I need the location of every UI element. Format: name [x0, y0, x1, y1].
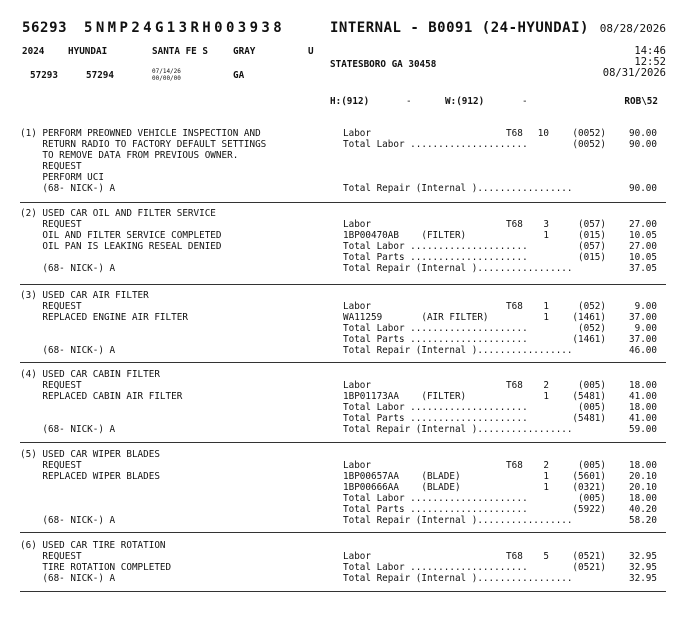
vehicle-model: SANTA FE S	[152, 46, 208, 57]
job-line: (2) USED CAR OIL AND FILTER SERVICE	[20, 208, 216, 219]
charge-desc: Total Parts .....................	[343, 504, 528, 515]
charge-qty: 1	[543, 301, 549, 312]
charge-amount: 10.05	[629, 230, 657, 241]
vehicle-make: HYUNDAI	[68, 46, 108, 57]
charge-code: (5481)	[572, 391, 606, 402]
charge-amount: 90.00	[629, 183, 657, 194]
job-line: TIRE ROTATION COMPLETED	[20, 562, 172, 573]
charge-code: (5601)	[572, 471, 606, 482]
job-line: REPLACED CABIN AIR FILTER	[20, 391, 183, 402]
job-line: (68- NICK-) A	[20, 573, 116, 584]
charge-code: (5922)	[572, 504, 606, 515]
time-2: 12:52	[634, 56, 666, 68]
vehicle-year: 2024	[22, 46, 45, 57]
charge-desc: Total Repair (Internal ).................	[343, 183, 573, 194]
charge-desc: Total Labor .....................	[343, 493, 528, 504]
charge-desc: Total Labor .....................	[343, 139, 528, 150]
charge-amount: 59.00	[629, 424, 657, 435]
charge-desc: Total Repair (Internal ).................	[343, 424, 573, 435]
job-line: REQUEST	[20, 161, 82, 172]
charge-amount: 40.20	[629, 504, 657, 515]
work-phone: W:(912)	[445, 96, 485, 107]
job-line: REQUEST	[20, 219, 82, 230]
charge-amount: 37.05	[629, 263, 657, 274]
charge-code: (052)	[578, 301, 606, 312]
state: GA	[233, 70, 245, 81]
charge-code: (1461)	[572, 334, 606, 345]
charge-code: (015)	[578, 252, 606, 263]
date-top: 08/28/2026	[599, 22, 666, 35]
charge-tech: T68	[506, 301, 523, 312]
job-line: (5) USED CAR WIPER BLADES	[20, 449, 160, 460]
charge-code: (015)	[578, 230, 606, 241]
job-line: RETURN RADIO TO FACTORY DEFAULT SETTINGS	[20, 139, 267, 150]
charge-code: (057)	[578, 219, 606, 230]
job-line: (68- NICK-) A	[20, 183, 116, 194]
dealer-location: STATESBORO GA 30458	[330, 59, 437, 70]
charge-desc: Total Repair (Internal ).................	[343, 345, 573, 356]
job-line: (1) PERFORM PREOWNED VEHICLE INSPECTION AND	[20, 128, 261, 139]
charge-tech: T68	[506, 219, 523, 230]
charge-amount: 90.00	[629, 139, 657, 150]
charge-desc: Total Labor .....................	[343, 562, 528, 573]
charge-desc: Labor	[343, 551, 371, 562]
charge-desc: Labor	[343, 380, 371, 391]
charge-tech: T68	[506, 380, 523, 391]
section-divider	[20, 591, 666, 592]
charge-code: (0052)	[572, 139, 606, 150]
charge-desc: Total Labor .....................	[343, 323, 528, 334]
charge-amount: 46.00	[629, 345, 657, 356]
job-line: REQUEST	[20, 551, 82, 562]
section-divider	[20, 202, 666, 203]
charge-desc: Total Parts .....................	[343, 413, 528, 424]
charge-desc: Total Repair (Internal ).................	[343, 263, 573, 274]
charge-qty: 2	[543, 460, 549, 471]
charge-code: (0521)	[572, 562, 606, 573]
job-line: REQUEST	[20, 301, 82, 312]
charge-desc: Total Labor .....................	[343, 402, 528, 413]
charge-qty: 1	[543, 312, 549, 323]
charge-qty: 1	[543, 482, 549, 493]
charge-amount: 32.95	[629, 562, 657, 573]
job-line: REQUEST	[20, 380, 82, 391]
phone-dash-2: -	[522, 96, 528, 107]
charge-code: (1461)	[572, 312, 606, 323]
charge-desc: Labor	[343, 460, 371, 471]
charge-amount: 41.00	[629, 391, 657, 402]
job-line: TO REMOVE DATA FROM PREVIOUS OWNER.	[20, 150, 239, 161]
charge-amount: 27.00	[629, 241, 657, 252]
number-2: 57294	[86, 70, 114, 81]
charge-amount: 18.00	[629, 460, 657, 471]
job-line: OIL AND FILTER SERVICE COMPLETED	[20, 230, 222, 241]
section-divider	[20, 284, 666, 285]
job-line: (68- NICK-) A	[20, 424, 116, 435]
job-line: (3) USED CAR AIR FILTER	[20, 290, 149, 301]
charge-amount: 32.95	[629, 573, 657, 584]
vehicle-color: GRAY	[233, 46, 256, 57]
charge-tech: T68	[506, 551, 523, 562]
charge-amount: 37.00	[629, 312, 657, 323]
charge-code: (005)	[578, 402, 606, 413]
section-divider	[20, 362, 666, 363]
advisor: ROB\52	[624, 96, 658, 107]
charge-code: (5481)	[572, 413, 606, 424]
charge-amount: 20.10	[629, 471, 657, 482]
charge-code: (052)	[578, 323, 606, 334]
number-1: 57293	[30, 70, 58, 81]
job-line: PERFORM UCI	[20, 172, 104, 183]
charge-amount: 18.00	[629, 493, 657, 504]
job-line: (4) USED CAR CABIN FILTER	[20, 369, 160, 380]
small-date-1: 07/14/26	[152, 68, 181, 75]
charge-amount: 20.10	[629, 482, 657, 493]
phone-dash-1: -	[406, 96, 412, 107]
charge-amount: 32.95	[629, 551, 657, 562]
charge-qty: 1	[543, 230, 549, 241]
charge-desc: Total Repair (Internal ).................	[343, 515, 573, 526]
charge-tech: T68	[506, 460, 523, 471]
charge-desc: Labor	[343, 219, 371, 230]
charge-desc: 1BP00657AA (BLADE)	[343, 471, 461, 482]
charge-desc: Total Parts .....................	[343, 334, 528, 345]
charge-desc: Labor	[343, 128, 371, 139]
date-2: 08/31/2026	[602, 67, 666, 79]
section-divider	[20, 442, 666, 443]
job-line: REPLACED WIPER BLADES	[20, 471, 160, 482]
used-flag: U	[308, 46, 314, 57]
charge-code: (005)	[578, 460, 606, 471]
charge-qty: 3	[543, 219, 549, 230]
job-line: (68- NICK-) A	[20, 515, 116, 526]
job-line: OIL PAN IS LEAKING RESEAL DENIED	[20, 241, 222, 252]
job-line: (68- NICK-) A	[20, 345, 116, 356]
charge-amount: 41.00	[629, 413, 657, 424]
charge-tech: T68	[506, 128, 523, 139]
charge-amount: 27.00	[629, 219, 657, 230]
time-1: 14:46	[634, 45, 666, 57]
job-line: (6) USED CAR TIRE ROTATION	[20, 540, 166, 551]
job-line: REQUEST	[20, 460, 82, 471]
charge-desc: 1BP00666AA (BLADE)	[343, 482, 461, 493]
charge-amount: 9.00	[634, 301, 657, 312]
charge-desc: Labor	[343, 301, 371, 312]
charge-desc: 1BP01173AA (FILTER)	[343, 391, 467, 402]
small-date-2: 00/00/00	[152, 75, 181, 82]
charge-code: (005)	[578, 493, 606, 504]
charge-amount: 18.00	[629, 402, 657, 413]
charge-qty: 10	[537, 128, 549, 139]
charge-qty: 1	[543, 471, 549, 482]
charge-qty: 2	[543, 380, 549, 391]
job-line: (68- NICK-) A	[20, 263, 116, 274]
stock-number: 56293	[22, 20, 68, 36]
charge-desc: Total Parts .....................	[343, 252, 528, 263]
charge-desc: 1BP00470AB (FILTER)	[343, 230, 467, 241]
charge-code: (0052)	[572, 128, 606, 139]
charge-desc: Total Labor .....................	[343, 241, 528, 252]
charge-amount: 18.00	[629, 380, 657, 391]
charge-qty: 1	[543, 391, 549, 402]
vin: 5NMP24G13RH003938	[84, 20, 286, 36]
charge-code: (0521)	[572, 551, 606, 562]
charge-desc: Total Repair (Internal ).................	[343, 573, 573, 584]
section-divider	[20, 532, 666, 533]
charge-qty: 5	[543, 551, 549, 562]
ro-type: INTERNAL - B0091 (24-HYUNDAI)	[330, 20, 589, 36]
charge-code: (057)	[578, 241, 606, 252]
charge-desc: WA11259 (AIR FILTER)	[343, 312, 489, 323]
charge-code: (0321)	[572, 482, 606, 493]
charge-amount: 37.00	[629, 334, 657, 345]
charge-code: (005)	[578, 380, 606, 391]
charge-amount: 10.05	[629, 252, 657, 263]
charge-amount: 58.20	[629, 515, 657, 526]
charge-amount: 90.00	[629, 128, 657, 139]
home-phone: H:(912)	[330, 96, 370, 107]
job-line: REPLACED ENGINE AIR FILTER	[20, 312, 188, 323]
charge-amount: 9.00	[634, 323, 657, 334]
